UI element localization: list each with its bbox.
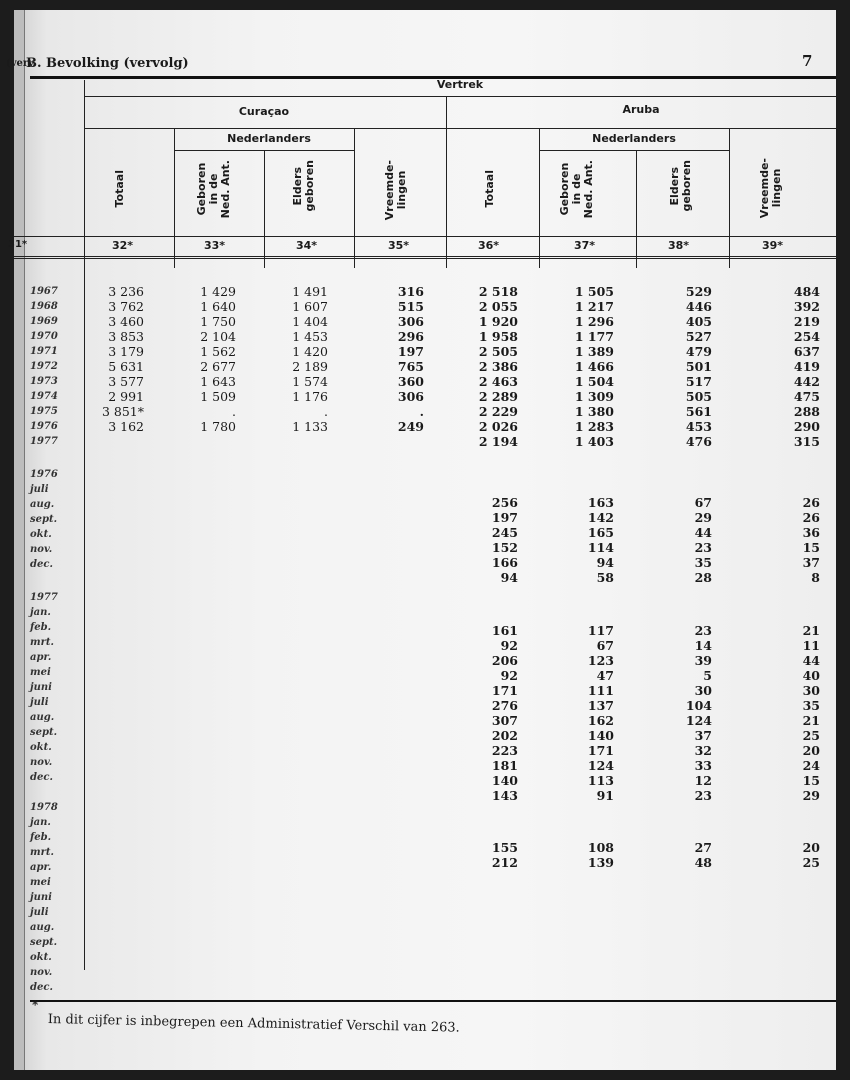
col-number-37: 37* (574, 239, 596, 252)
footnote-rule (30, 1000, 836, 1002)
annual-elders-aruba: 529 446 405 527 479 501 517 505 561 453 476 (685, 284, 712, 449)
col-header-elders-aruba: Elders geboren (668, 160, 693, 212)
m1977-geboren-aruba: 117 67 123 47 111 137 162 140 171 124 113 91 (587, 623, 614, 803)
col-header-geboren-curacao: Geboren in de Ned. Ant. (195, 160, 232, 219)
annual-geboren-curacao: 1 429 1 640 1 750 2 104 1 562 2 677 1 643 1 509 . 1 780 (200, 284, 236, 434)
section-title: B. Bevolking (vervolg) (26, 56, 189, 71)
annual-geboren-aruba: 1 505 1 217 1 296 1 177 1 389 1 466 1 504 1 309 1 380 1 283 1 403 (574, 284, 614, 449)
row-labels-1976-months: 1976 juli aug. sept. okt. nov. dec. (30, 469, 58, 570)
footnote-marker: * (32, 998, 39, 1012)
m1978-geboren-aruba: 108 139 (587, 840, 614, 870)
previous-page-fragment: (verv (6, 58, 34, 69)
col-header-totaal-aruba: Totaal (483, 170, 496, 208)
row-labels-1977-months: 1977 jan. feb. mrt. apr. mei juni juli aug. sept. okt. nov. dec. (30, 592, 58, 783)
col-number-39: 39* (762, 239, 784, 252)
m1976-vreemdelingen-aruba: 26 26 36 15 37 8 (802, 495, 820, 585)
header-curacao-nederlanders: Nederlanders (227, 132, 311, 145)
col-number-32: 32* (112, 239, 134, 252)
annual-vreemdelingen-aruba: 484 392 219 254 637 419 442 475 288 290 315 (793, 284, 820, 449)
group-header-vertrek: Vertrek (436, 78, 484, 91)
m1976-totaal-aruba: 256 197 245 152 166 94 (491, 495, 518, 585)
col-number-34: 34* (296, 239, 318, 252)
col-header-vreemdelingen-aruba: Vreemde- lingen (758, 158, 783, 219)
m1976-geboren-aruba: 163 142 165 114 94 58 (587, 495, 614, 585)
annual-vreemdelingen-curacao: 316 515 306 296 197 765 360 306 . 249 (397, 284, 424, 434)
col-header-elders-curacao: Elders geboren (291, 160, 316, 212)
row-labels-1978-months: 1978 jan. feb. mrt. apr. mei juni juli aug. sept. okt. nov. dec. (30, 802, 58, 993)
col-header-geboren-aruba: Geboren in de Ned. Ant. (558, 160, 595, 219)
m1978-vreemdelingen-aruba: 20 25 (802, 840, 820, 870)
col-header-vreemdelingen-curacao: Vreemde- lingen (383, 160, 408, 221)
previous-page-edge (14, 10, 25, 1070)
m1976-elders-aruba: 67 29 44 23 35 28 (694, 495, 712, 585)
page (6, 10, 836, 1070)
annual-elders-curacao: 1 491 1 607 1 404 1 453 1 420 2 189 1 574 1 176 . 1 133 (292, 284, 328, 434)
m1977-totaal-aruba: 161 92 206 92 171 276 307 202 223 181 140 143 (491, 623, 518, 803)
row-labels-annual: 1967 1968 1969 1970 1971 1972 1973 1974 1975 1976 1977 (30, 286, 58, 447)
annual-totaal-curacao: 3 236 3 762 3 460 3 853 3 179 5 631 3 577 2 991 3 851* 3 162 (101, 284, 144, 434)
row-label-divider (84, 80, 85, 970)
m1978-elders-aruba: 27 48 (694, 840, 712, 870)
m1977-vreemdelingen-aruba: 21 11 44 40 30 35 21 25 20 24 15 29 (802, 623, 820, 803)
header-curacao: Curaçao (238, 105, 290, 118)
footnote-text: In dit cijfer is inbegrepen een Administratief Verschil van 263. (47, 1012, 460, 1036)
header-aruba-nederlanders: Nederlanders (592, 132, 676, 145)
col-number-38: 38* (668, 239, 690, 252)
prev-col-number: 31* (8, 239, 28, 250)
col-number-35: 35* (388, 239, 410, 252)
col-number-33: 33* (204, 239, 226, 252)
col-header-totaal-curacao: Totaal (113, 170, 126, 208)
m1978-totaal-aruba: 155 212 (491, 840, 518, 870)
annual-totaal-aruba: 2 518 2 055 1 920 1 958 2 505 2 386 2 463 2 289 2 229 2 026 2 194 (478, 284, 518, 449)
m1977-elders-aruba: 23 14 39 5 30 104 124 37 32 33 12 23 (685, 623, 712, 803)
header-aruba: Aruba (622, 103, 660, 116)
col-number-36: 36* (478, 239, 500, 252)
page-number: 7 (802, 52, 813, 70)
